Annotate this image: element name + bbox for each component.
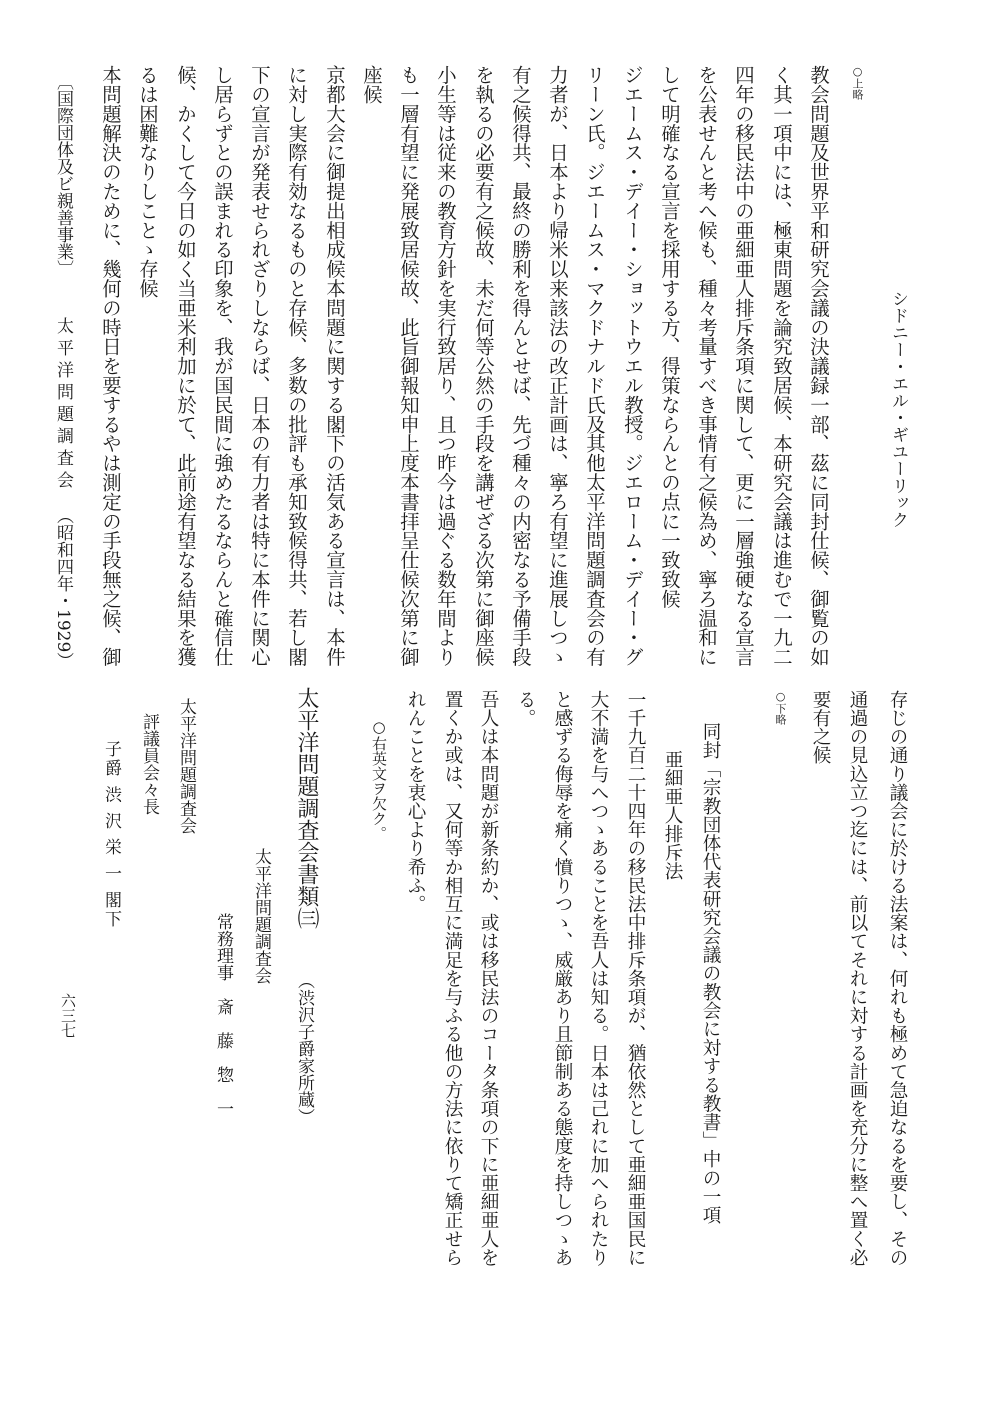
text-column: 置くか或は、又何等か相互に満足を与ふる他の方法に依りて矯正せら [442, 690, 463, 1267]
source-note: （渋沢子爵家所蔵） [294, 972, 314, 1125]
section-title: 亜細亜人排斥法 [662, 750, 683, 881]
text-column: リーン氏。ジエームス・マクドナルド氏及其他太平洋問題調査会の有 [583, 65, 606, 667]
recipient-organization: 太平洋問題調査会 [176, 698, 196, 834]
text-column: ジエームス・デイー・ショットウエル教授。ジエローム・デイー・グ [621, 65, 644, 667]
recipient-title: 評議員会々長 [139, 713, 159, 815]
text-column: 力者が、日本より帰米以来該法の改正計画は、寧ろ有望に進展しつゝ [546, 65, 569, 667]
note: ○右英文ヲ欠ク。 [370, 718, 388, 841]
omission-mark-top: ○上略 [851, 65, 864, 100]
text-column: 存じの通り議会に於ける法案は、何れも極めて急迫なるを要し、その [887, 690, 908, 1267]
running-footer [52, 73, 74, 669]
text-column: 要有之候 [810, 690, 831, 765]
page-number: 六三七 [59, 993, 77, 1038]
text-column: 有之候得共、最終の勝利を得んとせば、先づ種々の内密なる予備手段 [509, 65, 532, 667]
footer-section: 〔国際団体及ビ親善事業〕 [53, 73, 73, 277]
omission-mark-bottom: ○下略 [774, 690, 787, 725]
text-column: 小生等は従来の教育方針を実行致居り、且つ昨今は過ぐる数年間より [434, 65, 457, 667]
text-column: るは困難なりしことゝ存候 [136, 65, 159, 298]
text-column: 通過の見込立つ迄には、前以てそれに対する計画を充分に整へ置く必 [847, 690, 868, 1267]
text-column: と感ずる侮辱を痛く憤りつゝ、威厳あり且節制ある態度を持しつゝあ [552, 690, 573, 1267]
text-column: を公表せんと考へ候も、種々考量すべき事情有之候為め、寧ろ温和に [695, 65, 718, 667]
text-column: 座候 [360, 65, 383, 104]
text-column: る。 [515, 690, 536, 728]
letter-author-title: シドニー・エル・ギユーリック [888, 290, 908, 528]
text-column: して明確なる宣言を採用する方、得策ならんとの点に一致致候 [658, 65, 681, 609]
text-column: に対し実際有効なるものと存候、多数の批評も承知致候得共、若し閣 [285, 65, 308, 667]
text-column: 候、かくして今日の如く当亜米利加に於て、此前途有望なる結果を獲 [174, 65, 197, 667]
footer-date: （昭和四年・1929） [53, 507, 73, 670]
text-column: れんことを衷心より希ふ。 [405, 690, 426, 914]
recipient-name: 子爵 渋 沢 栄 一 閣下 [101, 740, 121, 930]
text-column: 教会問題及世界平和研究会議の決議録一部、茲に同封仕候、御覧の如 [807, 65, 830, 667]
text-column: 吾人は本問題が新条約か、或は移民法のコータ条項の下に亜細亜人を [478, 690, 499, 1267]
enclosure-title: 同封「宗教団体代表研究会議の教会に対する教書」中の一項 [700, 722, 721, 1225]
text-column: 本問題解決のために、幾何の時日を要するやは測定の手段無之候、御 [99, 65, 122, 667]
text-column: し居らずとの誤まれる印象を、我が国民間に強めたるならんと確信仕 [211, 65, 234, 667]
text-column: 一千九百二十四年の移民法中排斥条項が、猶依然として亜細亜国民に [625, 690, 646, 1267]
document-heading: 太平洋問題調査会書類㈢ [294, 687, 319, 929]
text-column: を執るの必要有之候故、未だ何等公然の手段を講ぜざる次第に御座候 [472, 65, 495, 667]
sender-name: 常務理事 斎 藤 惣 一 [213, 913, 233, 1117]
sender-organization: 太平洋問題調査会 [251, 848, 271, 984]
text-column: 大不満を与へつゝあることを吾人は知る。日本は己れに加へられたり [588, 690, 609, 1267]
footer-organization: 太平洋問題調査会 [53, 317, 73, 493]
text-column: 京都大会に御提出相成候本問題に関する閣下の活気ある宣言は、本件 [323, 65, 346, 667]
text-column: 下の宣言が発表せられざりしならば、日本の有力者は特に本件に関心 [248, 65, 271, 667]
text-column: も一層有望に発展致居候故、此旨御報知申上度本書拝呈仕候次第に御 [397, 65, 420, 667]
text-column: 四年の移民法中の亜細亜人排斥条項に関して、更に一層強硬なる宣言 [732, 65, 755, 667]
text-column: く其一項中には、極東問題を論究致居候、本研究会議は進むで一九二 [770, 65, 793, 667]
